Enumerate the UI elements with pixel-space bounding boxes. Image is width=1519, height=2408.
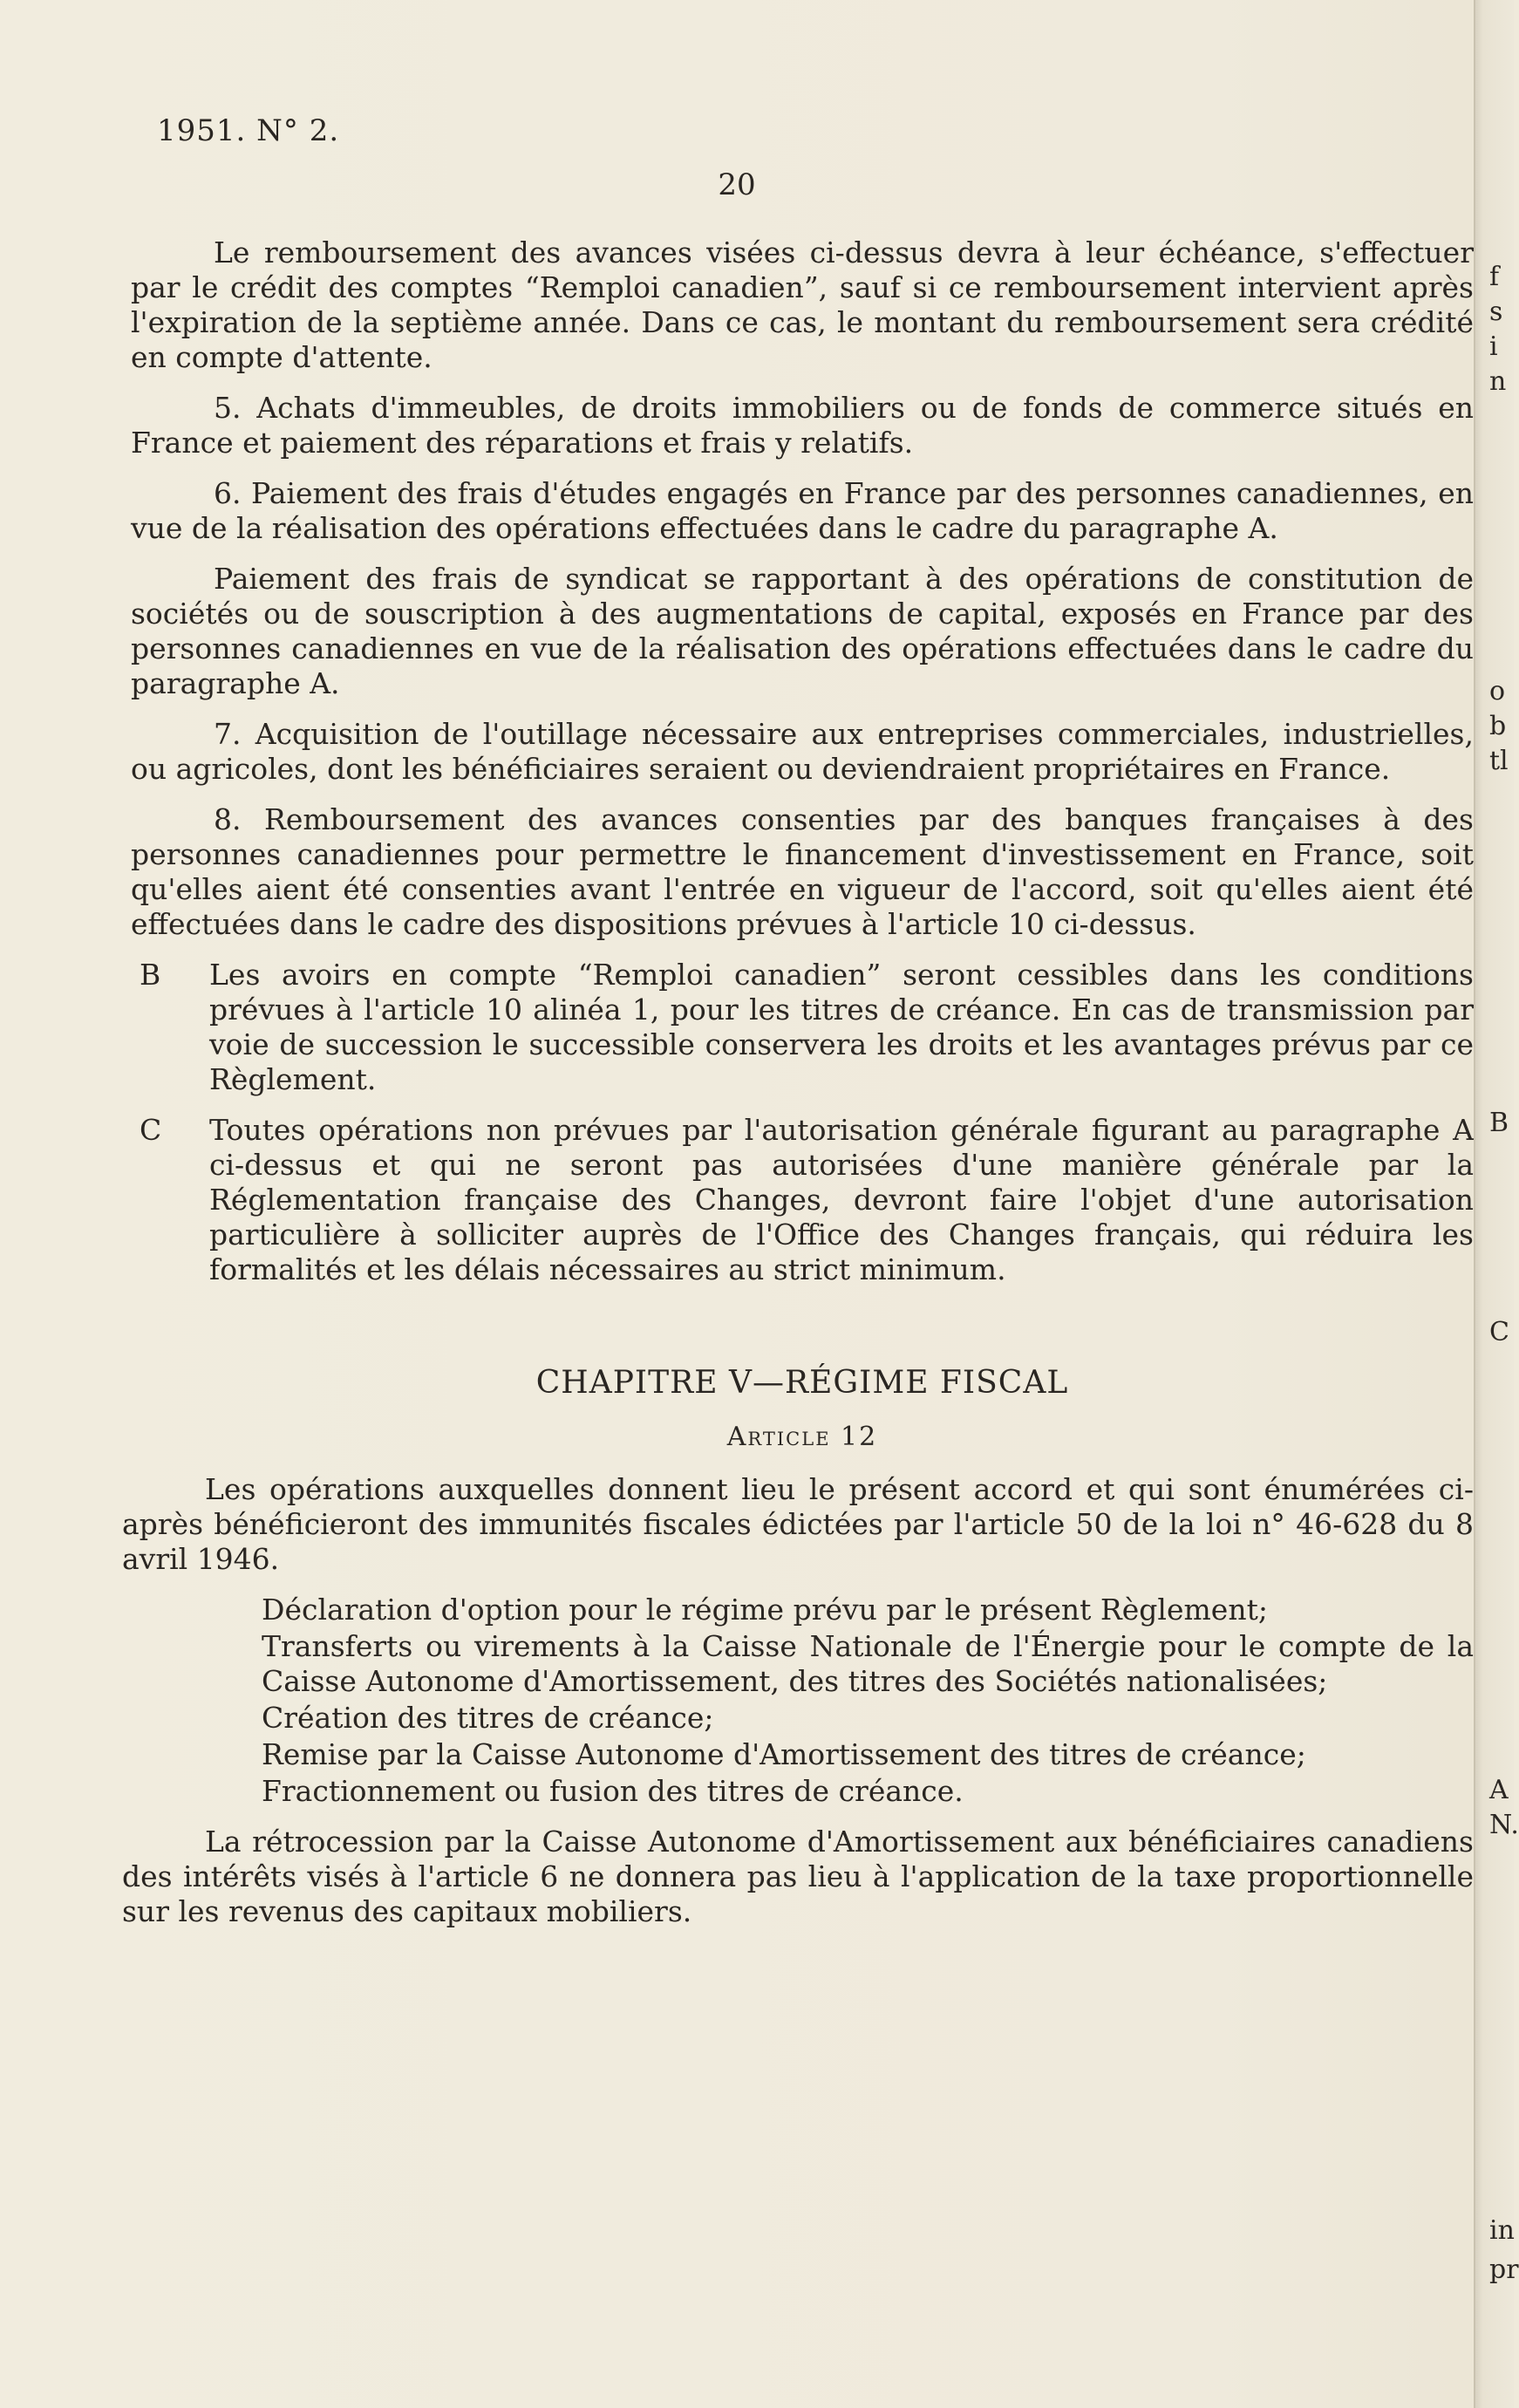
edge-fragment: N. <box>1489 1810 1519 1840</box>
list-item: Remise par la Caisse Autonome d'Amortissement des titres de créance; <box>262 1737 1306 1771</box>
article-closing: La rétrocession par la Caisse Autonome d'Amortissement aux bénéficiaires canadiens des intérêts visés à l'article 6 ne donnera pas lieu à l'application de la taxe proportionnelle sur les revenus des capitaux mobiliers. <box>122 1825 1474 1928</box>
edge-fragment: o <box>1489 676 1506 706</box>
edge-fragment: A <box>1489 1775 1509 1805</box>
section-c-letter: C <box>140 1113 162 1147</box>
list-item: Déclaration d'option pour le régime prévu par le présent Règlement; <box>262 1593 1268 1627</box>
document-reference: 1951. N° 2. <box>157 113 340 148</box>
section-b-text: Les avoirs en compte “Remploi canadien” seront cessibles dans les conditions prévues à l'article 10 alinéa 1, pour les titres de créance. En cas de transmission par voie de succession le successible conservera les droits et les avantages prévus par ce Règlement. <box>209 958 1474 1096</box>
edge-fragment: in <box>1489 2215 1515 2246</box>
paragraph-syndicate-fees: Paiement des frais de syndicat se rapportant à des opérations de constitution de sociétés ou de souscription à des augmentations de capital, exposés en France par des personnes canadiennes en vue de la réalisation des opérations effectuées dans le cadre du paragraphe A. <box>131 562 1474 700</box>
edge-fragment: pr <box>1489 2255 1519 2285</box>
edge-fragment: B <box>1489 1108 1509 1138</box>
article-intro: Les opérations auxquelles donnent lieu le présent accord et qui sont énumérées ci-après bénéficieront des immunités fiscales édictées par l'article 50 de la loi n° 46-628 du 8 avril 1946. <box>122 1472 1474 1576</box>
next-page-edge <box>1474 0 1519 2408</box>
edge-fragment: tl <box>1489 746 1509 776</box>
edge-fragment: f <box>1489 262 1500 292</box>
section-b-letter: B <box>140 958 161 992</box>
article-heading: Article 12 <box>726 1422 878 1452</box>
chapter-title: CHAPITRE V—RÉGIME FISCAL <box>535 1365 1069 1401</box>
edge-fragment: i <box>1489 331 1498 362</box>
edge-fragment: s <box>1489 297 1503 327</box>
paragraph-item-5: 5. Achats d'immeubles, de droits immobiliers ou de fonds de commerce situés en France et paiement des réparations et frais y relatifs. <box>131 391 1474 460</box>
paragraph-item-8: 8. Remboursement des avances consenties par des banques françaises à des personnes canadiennes pour permettre le financement d'investissement en France, soit qu'elles aient été consenties avant l'entrée en vigueur de l'accord, soit qu'elles aient été effectuées dans le cadre des dispositions prévues à l'article 10 ci-dessus. <box>131 802 1474 941</box>
paragraph-item-6: 6. Paiement des frais d'études engagés en France par des personnes canadiennes, en vue de la réalisation des opérations effectuées dans le cadre du paragraphe A. <box>131 476 1474 545</box>
article-12-body <box>122 1472 1474 1929</box>
page-number: 20 <box>718 167 756 202</box>
paragraph-repayment: Le remboursement des avances visées ci-dessus devra à leur échéance, s'effectuer par le crédit des comptes “Remploi canadien”, sauf si ce remboursement intervient après l'expiration de la septième année. Dans ce cas, le montant du remboursement sera crédité en compte d'attente. <box>131 235 1474 374</box>
section-c <box>131 1113 1474 1287</box>
edge-fragment: n <box>1489 366 1507 397</box>
document-body <box>122 235 1474 1945</box>
paragraph-item-7: 7. Acquisition de l'outillage nécessaire aux entreprises commerciales, industrielles, ou agricoles, dont les bénéficiaires seraient ou deviendraient propriétaires en France. <box>131 717 1474 786</box>
edge-fragment: b <box>1489 711 1507 741</box>
section-c-text: Toutes opérations non prévues par l'autorisation générale figurant au paragraphe A ci-dessus et qui ne seront pas autorisées d'une manière générale par la Réglementation française des Changes, devront faire l'objet d'une autorisation particulière à solliciter auprès de l'Office des Changes français, qui réduira les formalités et les délais nécessaires au strict minimum. <box>209 1113 1474 1286</box>
list-item: Fractionnement ou fusion des titres de créance. <box>262 1774 964 1808</box>
edge-fragment: C <box>1489 1317 1509 1347</box>
list-item: Création des titres de créance; <box>262 1701 714 1735</box>
section-b <box>131 958 1474 1097</box>
list-item: Transferts ou virements à la Caisse Nationale de l'Énergie pour le compte de la Caisse Autonome d'Amortissement, des titres des Sociétés nationalisées; <box>262 1629 1474 1698</box>
